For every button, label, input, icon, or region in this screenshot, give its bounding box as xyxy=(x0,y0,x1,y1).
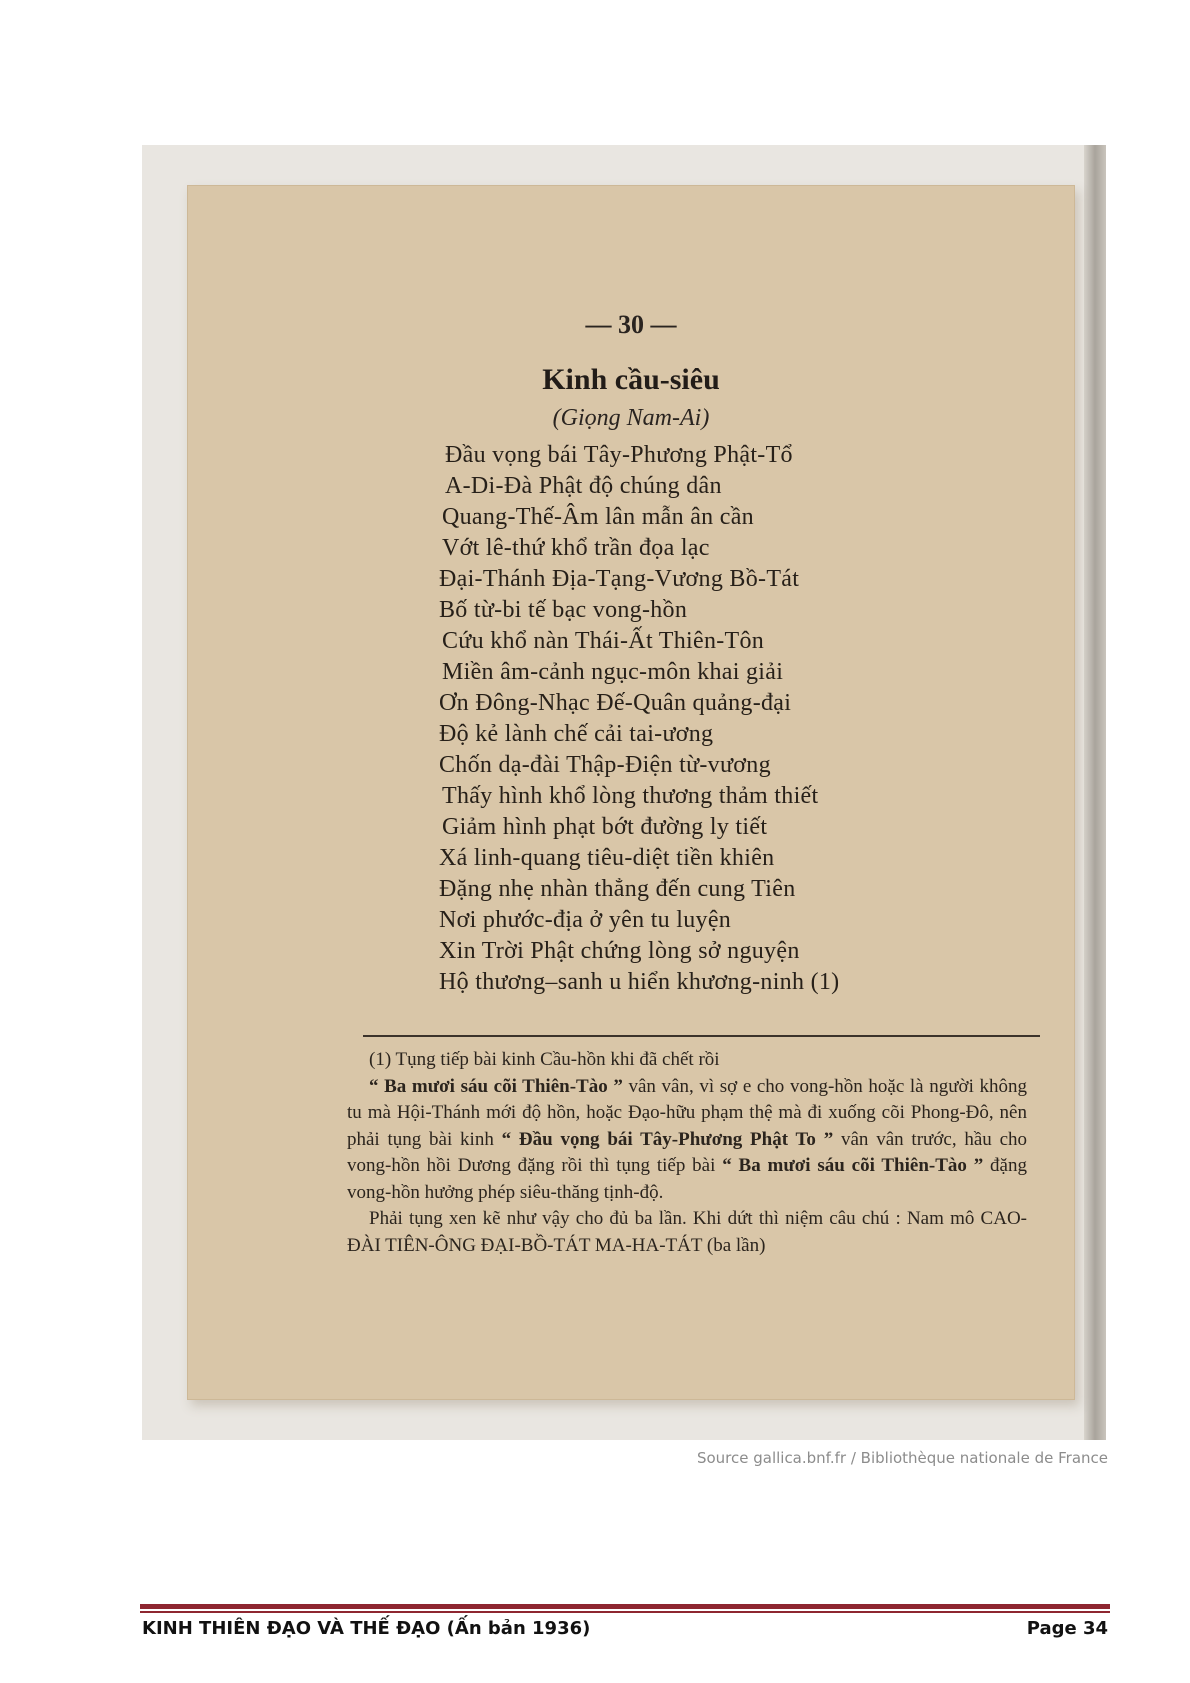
poem-line: Đại-Thánh Địa-Tạng-Vương Bồ-Tát xyxy=(439,566,800,592)
poem-line: Ơn Đông-Nhạc Đế-Quân quảng-đại xyxy=(439,690,792,716)
footnote-bold-quote: “ Ba mươi sáu cõi Thiên-Tào ” xyxy=(369,1075,623,1097)
footnote-text: vân vân, vì sợ e cho vong-hồn hoặc là người không tu mà Hội-Thánh mới độ hồn, hoặc Đạo-hữu phạm thệ mà đi xuống cõi Phong-Đô, nên phải tụng bài kinh xyxy=(347,1075,1027,1150)
footnote-bold-quote: “ Đầu vọng bái Tây-Phương Phật To ” xyxy=(501,1128,834,1150)
poem-title: Kinh cầu-siêu xyxy=(542,363,720,396)
poem-line: Quang-Thế-Âm lân mẫn ân cần xyxy=(442,504,754,530)
poem-line: Xá linh-quang tiêu-diệt tiền khiên xyxy=(439,845,775,871)
footnote-line: (1) Tụng tiếp bài kinh Cầu-hồn khi đã chết rồi xyxy=(369,1049,720,1070)
source-caption: Source gallica.bnf.fr / Bibliothèque nationale de France xyxy=(696,1449,1108,1467)
poem-body xyxy=(439,440,1059,998)
poem-line: Đặng nhẹ nhàn thẳng đến cung Tiên xyxy=(439,876,796,902)
poem-line: A-Di-Đà Phật độ chúng dân xyxy=(445,473,722,499)
poem-line: Bố từ-bi tế bạc vong-hồn xyxy=(439,597,688,623)
footer-document-title: KINH THIÊN ĐẠO VÀ THẾ ĐẠO (Ấn bản 1936) xyxy=(142,1618,591,1639)
footnote-text: đặng vong-hồn hưởng phép siêu-thăng tịnh-độ. xyxy=(347,1155,1027,1203)
poem-line: Chốn dạ-đài Thập-Điện từ-vương xyxy=(439,752,771,778)
poem-line: Đầu vọng bái Tây-Phương Phật-Tổ xyxy=(445,442,793,468)
page-binding-shadow xyxy=(1084,145,1106,1440)
poem-line: Độ kẻ lành chế cải tai-ương xyxy=(439,721,714,747)
footnote-bold-quote: “ Ba mươi sáu cõi Thiên-Tào ” xyxy=(722,1155,984,1176)
poem-line: Cứu khổ nàn Thái-Ất Thiên-Tôn xyxy=(442,628,765,654)
poem-line: Xin Trời Phật chứng lòng sở nguyện xyxy=(439,938,800,964)
poem-line: Thấy hình khổ lòng thương thảm thiết xyxy=(442,783,819,809)
scanned-page-image xyxy=(142,145,1106,1440)
poem-line: Nơi phước-địa ở yên tu luyện xyxy=(439,907,732,933)
footnote-text: vân vân trước, hầu cho vong-hồn hồi Dương đặng rồi thì tụng tiếp bài xyxy=(347,1128,1028,1176)
footnote-divider xyxy=(363,1035,1040,1037)
poem-line: Giảm hình phạt bớt đường ly tiết xyxy=(442,814,768,840)
poem-line: Miền âm-cảnh ngục-môn khai giải xyxy=(442,659,784,685)
book-page-number: — 30 — xyxy=(585,310,677,339)
book-page xyxy=(187,185,1075,1400)
footer-page-number: Page 34 xyxy=(1026,1618,1108,1639)
poem-line: Vớt lê-thứ khổ trần đọa lạc xyxy=(442,535,710,561)
poem-line: Hộ thương–sanh u hiển khương-ninh (1) xyxy=(439,969,840,995)
poem-subtitle: (Giọng Nam-Ai) xyxy=(552,405,710,431)
footnote xyxy=(347,1047,1027,1259)
footnote-paragraph-2: Phải tụng xen kẽ như vậy cho đủ ba lần. Khi dứt thì niệm câu chú : Nam mô CAO-ĐÀI TIÊN-ÔNG ĐẠI-BỒ-TÁT MA-HA-TÁT (ba lần) xyxy=(347,1208,1027,1256)
footnote-paragraph xyxy=(347,1074,1027,1207)
footer-divider-thin xyxy=(140,1611,1110,1613)
footer-divider xyxy=(140,1604,1110,1609)
